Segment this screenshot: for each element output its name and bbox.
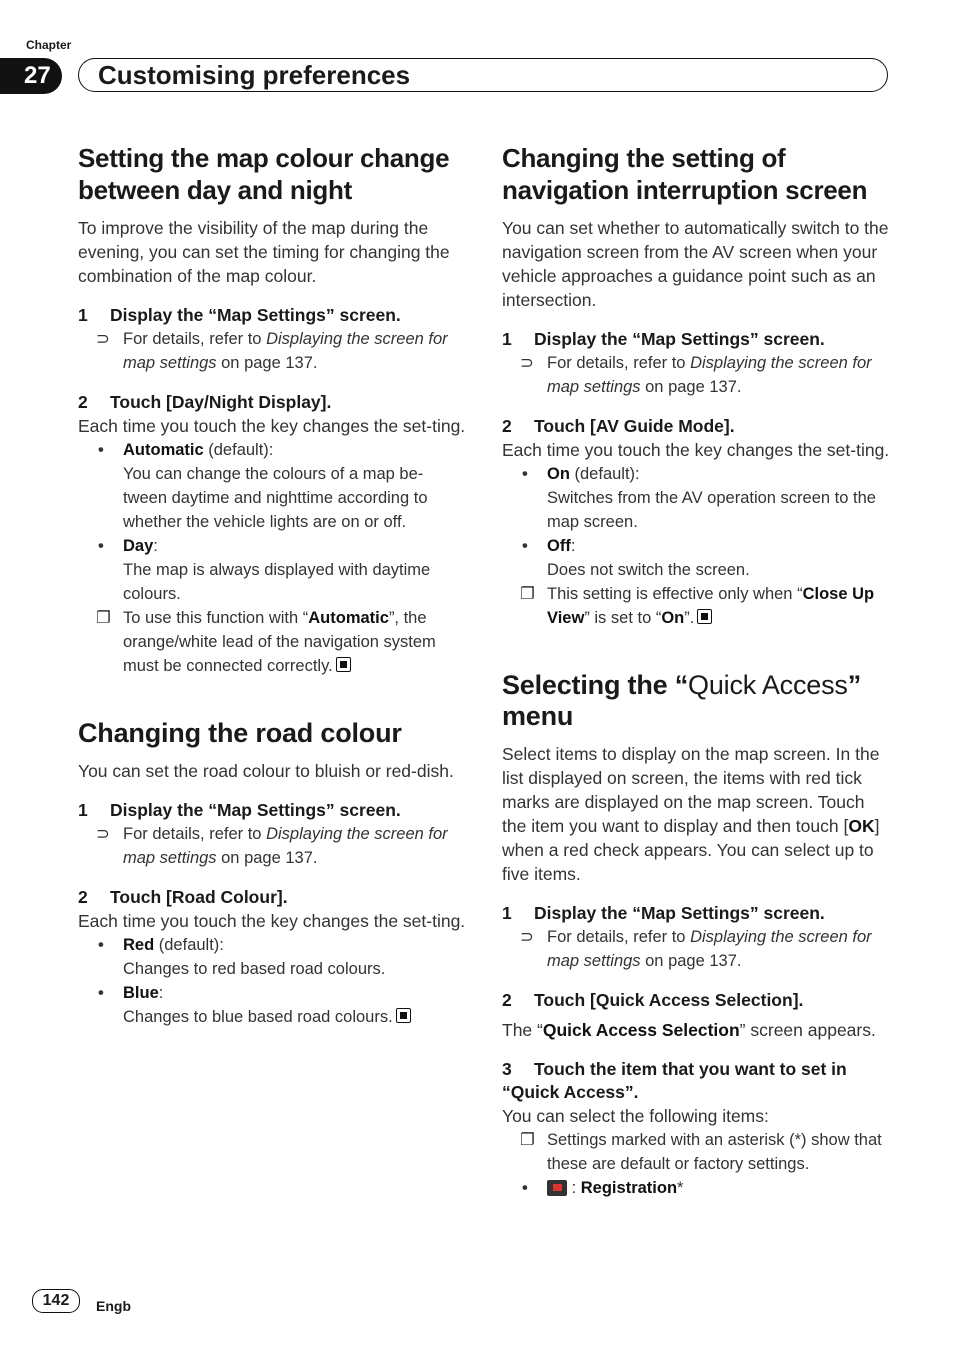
checkbox-icon: ❐: [520, 585, 535, 603]
step-3: 3 Touch the item that you want to set in “Quick Access”.: [502, 1059, 847, 1102]
step-description: Each time you touch the key changes the set-ting.: [502, 440, 890, 460]
bullet-icon: •: [522, 537, 528, 555]
step-2: 2 Touch [Day/Night Display].: [78, 392, 332, 412]
caution-note: ❐ This setting is effective only when “Close Up View” is set to “On”.: [502, 582, 890, 630]
reference-note: ⊃ For details, refer to Displaying the screen for map settings on page 137.: [502, 351, 890, 399]
step-description: Each time you touch the key changes the set-ting.: [78, 416, 466, 436]
step-result: The “Quick Access Selection” screen appears.: [502, 1020, 876, 1040]
arrow-icon: ⊃: [96, 825, 110, 843]
section-intro: To improve the visibility of the map during the evening, you can set the timing for changing the combination of the map colour.: [78, 218, 450, 286]
end-mark-icon: [396, 1008, 411, 1023]
option-description: Does not switch the screen.: [547, 561, 750, 579]
option-description: Changes to red based road colours.: [123, 960, 386, 978]
step-2: 2 Touch [Road Colour].: [78, 887, 288, 907]
reference-note: ⊃ For details, refer to Displaying the screen for map settings on page 137.: [78, 327, 466, 375]
chapter-number: 27: [0, 58, 62, 94]
section-title-day-night: Setting the map colour change between day and night: [78, 143, 450, 205]
registration-icon: [547, 1180, 567, 1196]
option-blue: • Blue:: [78, 981, 466, 1005]
checkbox-icon: ❐: [520, 1131, 535, 1149]
option-off: • Off:: [502, 534, 890, 558]
step-2: 2 Touch [AV Guide Mode].: [502, 416, 735, 436]
checkbox-icon: ❐: [96, 609, 111, 627]
option-automatic: • Automatic (default):: [78, 438, 466, 462]
asterisk-note: ❐ Settings marked with an asterisk (*) show that these are default or factory settings.: [502, 1128, 890, 1176]
arrow-icon: ⊃: [520, 354, 534, 372]
bullet-icon: •: [98, 936, 104, 954]
arrow-icon: ⊃: [520, 928, 534, 946]
section-intro: You can set whether to automatically switch to the navigation screen from the AV screen when your vehicle approaches a guidance point such as an intersection.: [502, 218, 889, 310]
caution-note: ❐ To use this function with “Automatic”, the orange/white lead of the navigation system must be connected correctly.: [78, 606, 466, 678]
option-registration: • : Registration*: [502, 1176, 890, 1200]
step-2: 2 Touch [Quick Access Selection].: [502, 990, 804, 1010]
left-column: [78, 142, 466, 1029]
bullet-icon: •: [98, 441, 104, 459]
language-code: Engb: [96, 1298, 131, 1314]
option-day: • Day:: [78, 534, 466, 558]
end-mark-icon: [336, 657, 351, 672]
step-1: 1 Display the “Map Settings” screen.: [502, 329, 825, 349]
right-column: [502, 142, 890, 1200]
reference-note: ⊃ For details, refer to Displaying the screen for map settings on page 137.: [78, 822, 466, 870]
option-description: You can change the colours of a map be-tween daytime and nighttime according to whether the vehicle lights are on or off.: [123, 465, 428, 531]
bullet-icon: •: [98, 537, 104, 555]
section-intro: You can set the road colour to bluish or red-dish.: [78, 761, 454, 781]
option-on: • On (default):: [502, 462, 890, 486]
option-red: • Red (default):: [78, 933, 466, 957]
arrow-icon: ⊃: [96, 330, 110, 348]
step-description: Each time you touch the key changes the set-ting.: [78, 911, 466, 931]
option-description: Changes to blue based road colours.: [78, 1005, 466, 1029]
step-1: 1 Display the “Map Settings” screen.: [502, 903, 825, 923]
page-number: 142: [32, 1289, 80, 1313]
step-description: You can select the following items:: [502, 1106, 769, 1126]
end-mark-icon: [697, 609, 712, 624]
reference-note: ⊃ For details, refer to Displaying the screen for map settings on page 137.: [502, 925, 890, 973]
chapter-title: Customising preferences: [98, 60, 411, 90]
option-description: Switches from the AV operation screen to the map screen.: [547, 489, 876, 531]
bullet-icon: •: [522, 1179, 528, 1197]
chapter-label: Chapter: [26, 38, 72, 52]
option-description: The map is always displayed with daytime colours.: [123, 561, 431, 603]
section-title-quick-access: Selecting the “Quick Access” menu: [502, 670, 862, 731]
section-intro: Select items to display on the map screen. In the list displayed on screen, the items with red tick marks are displayed on the map screen. Touch the item you want to display and then touch [OK] when a red check appears. You can select up to five items.: [502, 744, 880, 884]
bullet-icon: •: [522, 465, 528, 483]
step-1: 1 Display the “Map Settings” screen.: [78, 305, 401, 325]
step-1: 1 Display the “Map Settings” screen.: [78, 800, 401, 820]
section-title-navigation-interruption: Changing the setting of navigation interruption screen: [502, 143, 868, 205]
bullet-icon: •: [98, 984, 104, 1002]
section-title-road-colour: Changing the road colour: [78, 718, 402, 748]
